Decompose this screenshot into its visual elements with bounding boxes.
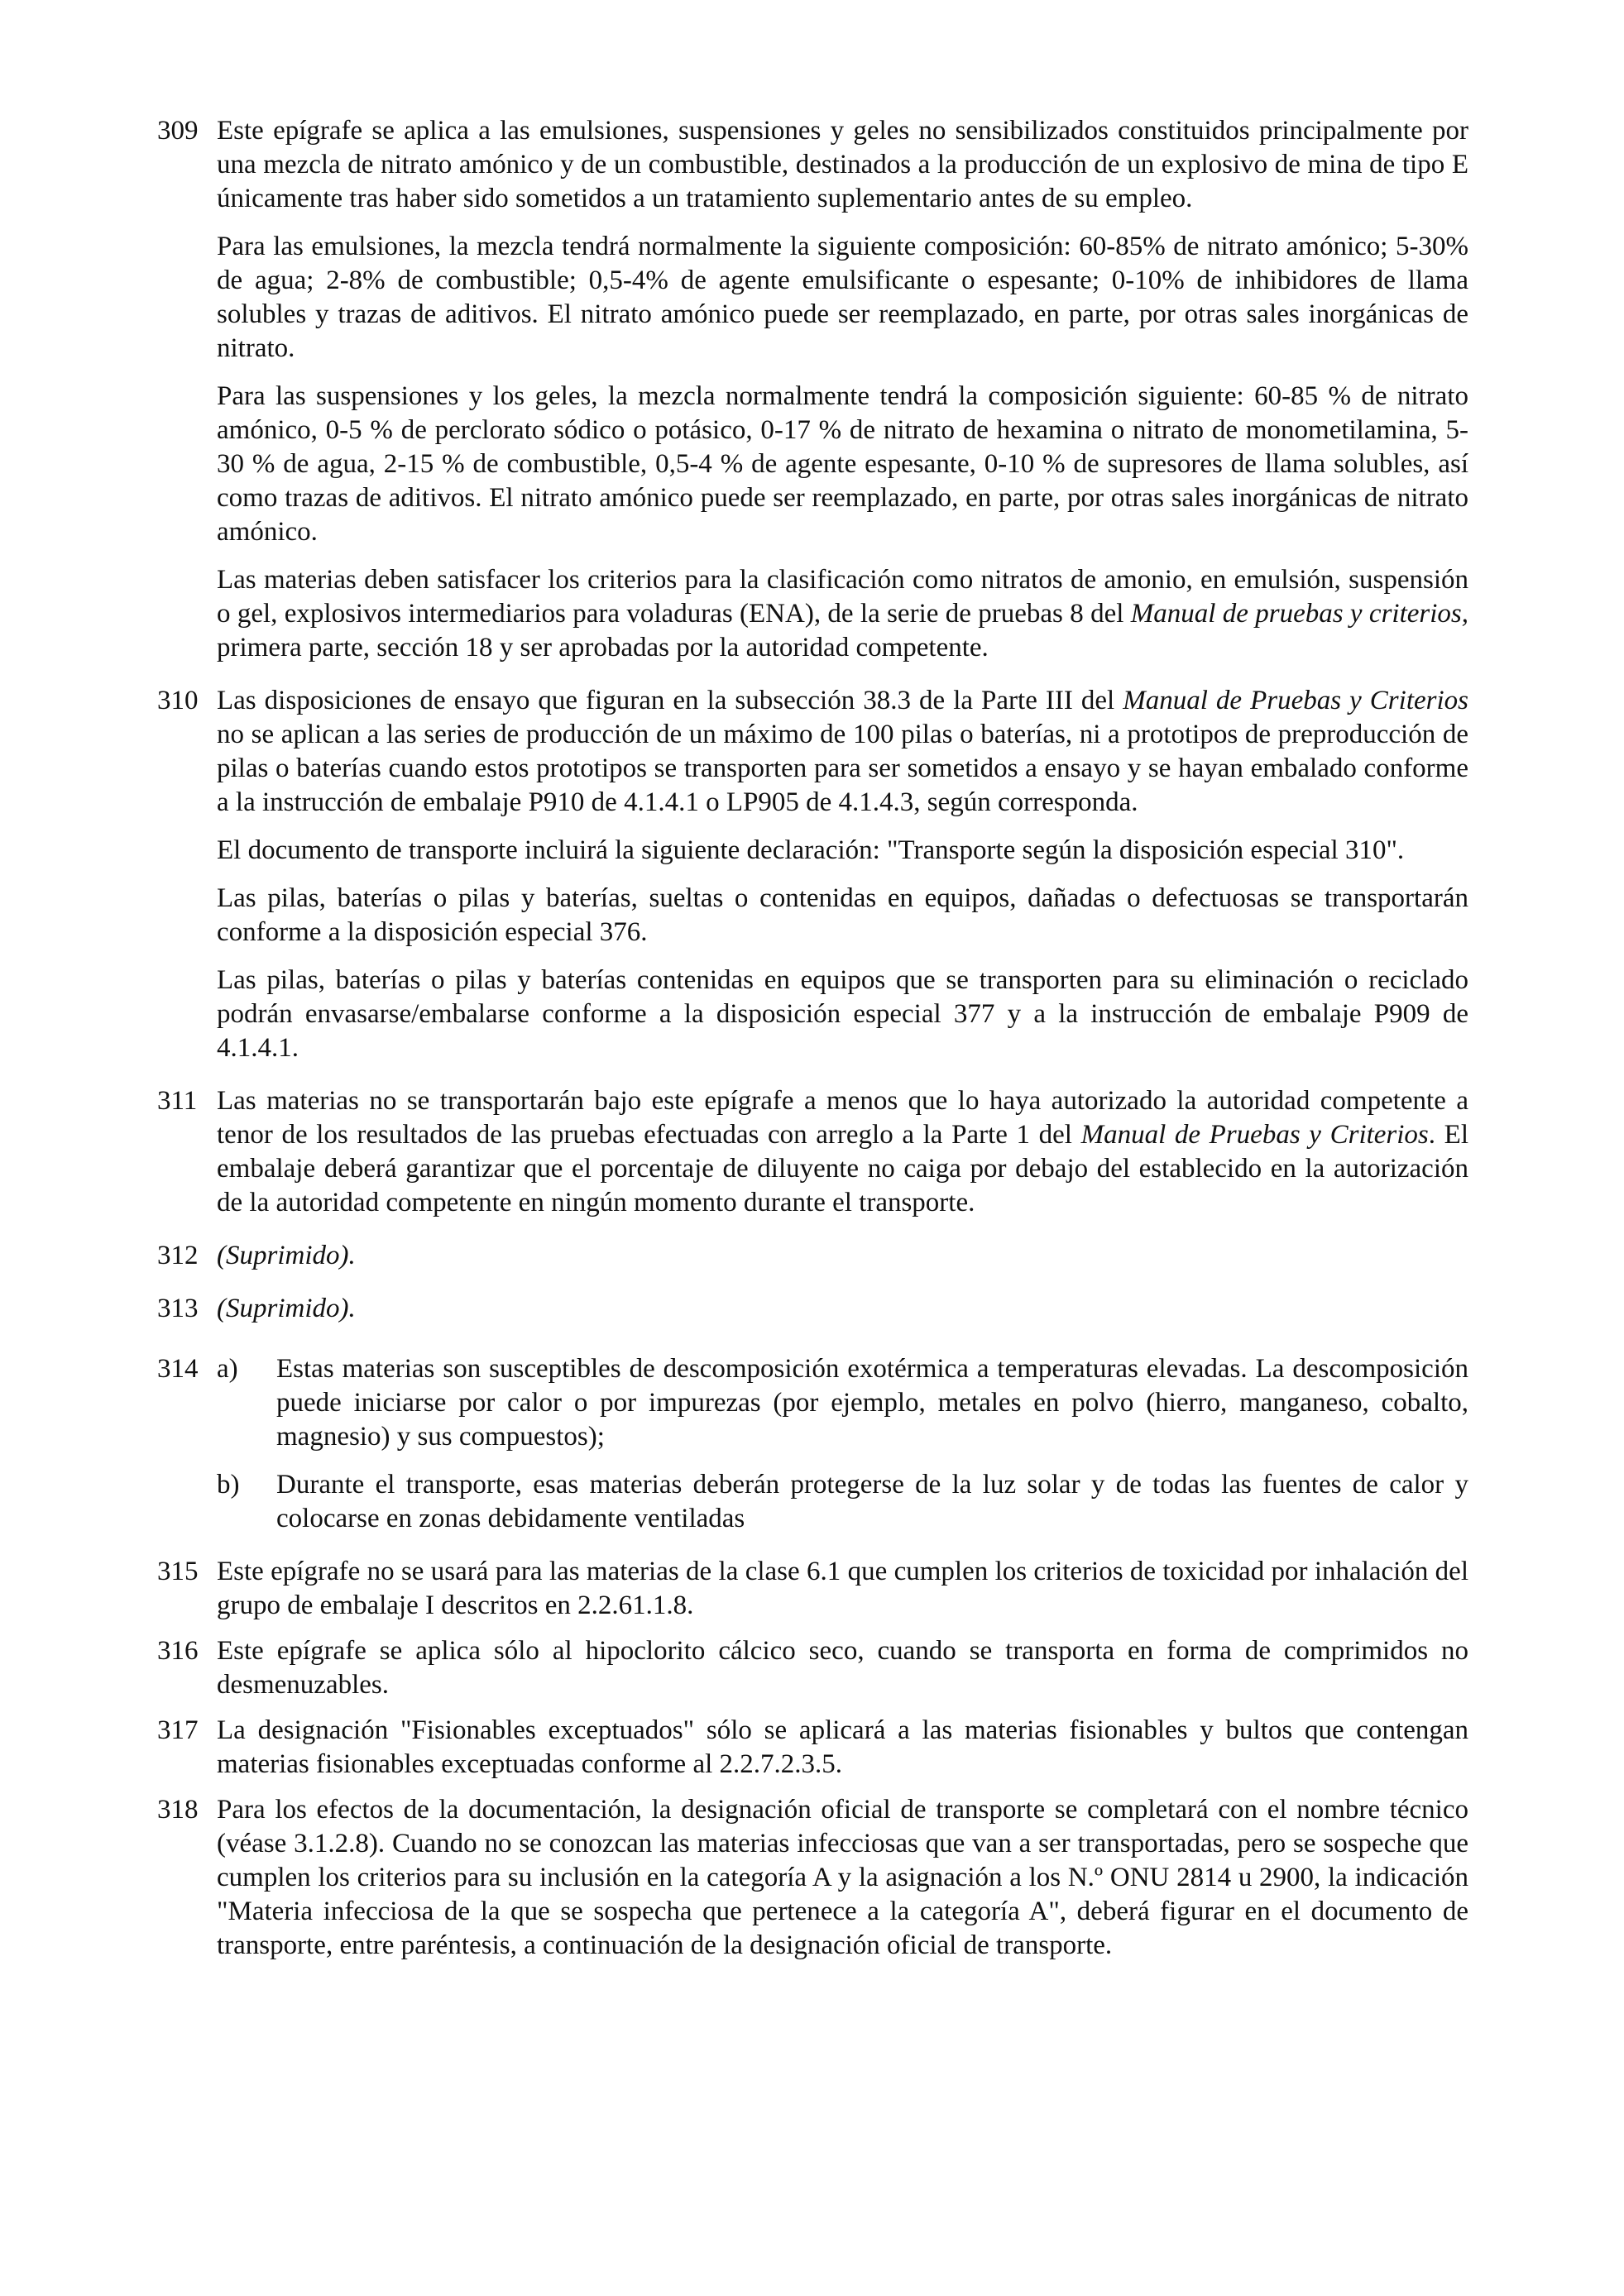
provision-309 <box>157 114 1468 665</box>
provision-number: 317 <box>157 1715 199 1745</box>
provision-number: 318 <box>157 1795 199 1825</box>
paragraph: Este epígrafe se aplica sólo al hipoclorito cálcico seco, cuando se transporta en forma de comprimidos no desmenuzables. <box>217 1636 1468 1700</box>
provision-317 <box>157 1714 1468 1782</box>
provision-body <box>217 1714 1468 1782</box>
provision-313 <box>157 1292 1468 1326</box>
provision-310 <box>157 684 1468 1065</box>
provision-312 <box>157 1239 1468 1273</box>
paragraph: Las pilas, baterías o pilas y baterías, sueltas o contenidas en equipos, dañadas o defectuosas se transportarán conforme a la disposición especial 376. <box>217 883 1468 947</box>
provision-body <box>217 1239 1468 1273</box>
paragraph-text: Las materias deben satisfacer los criterios para la clasificación como nitratos de amonio, en emulsión, suspensión o gel, explosivos intermediarios para voladuras (ENA), de la serie de pruebas 8 del <box>217 565 1468 629</box>
paragraph-text: . El embalaje deberá garantizar que el porcentaje de diluyente no caiga por debajo del establecido en la autorización de la autoridad competente en ningún momento durante el transporte. <box>217 1120 1468 1217</box>
provision-body <box>217 1292 1468 1326</box>
provision-number: 312 <box>157 1241 199 1270</box>
paragraph: Para las suspensiones y los geles, la mezcla normalmente tendrá la composición siguiente: 60-85 % de nitrato amónico, 0-5 % de perclorato sódico o potásico, 0-17 % de nitrato de hexamina o nitrato de monometilamina, 5-30 % de agua, 2-15 % de combustible, 0,5-4 % de agente espesante, 0-10 % de supresores de llama solubles, así como trazas de aditivos. El nitrato amónico puede ser reemplazado, en parte, por otras sales inorgánicas de nitrato amónico. <box>217 381 1468 547</box>
provision-314 <box>157 1352 1468 1536</box>
provision-number: 313 <box>157 1294 199 1323</box>
list-item <box>217 1352 1468 1454</box>
paragraph: Para los efectos de la documentación, la designación oficial de transporte se completará con el nombre técnico (véase 3.1.2.8). Cuando no se conozcan las materias infecciosas que van a ser transportadas, pero se sospeche que cumplen los criterios para su inclusión en la categoría A y la asignación a los N.º ONU 2814 u 2900, la indicación "Materia infecciosa de la que se sospecha que pertenece a la categoría A", deberá figurar en el documento de transporte, entre paréntesis, a continuación de la designación oficial de transporte. <box>217 1795 1468 1960</box>
paragraph: Para las emulsiones, la mezcla tendrá normalmente la siguiente composición: 60-85% de nitrato amónico; 5-30% de agua; 2-8% de combustible; 0,5-4% de agente emulsificante o espesante; 0-10% de inhibidores de llama solubles y trazas de aditivos. El nitrato amónico puede ser reemplazado, en parte, por otras sales inorgánicas de nitrato. <box>217 232 1468 363</box>
provision-body <box>217 114 1468 665</box>
list-item-text: Durante el transporte, esas materias deberán protegerse de la luz solar y de todas las fuentes de calor y colocarse en zonas debidamente ventiladas <box>276 1470 1468 1533</box>
paragraph <box>217 1084 1468 1220</box>
provision-315 <box>157 1555 1468 1623</box>
provision-number: 310 <box>157 686 199 715</box>
provision-311 <box>157 1084 1468 1220</box>
provision-316 <box>157 1634 1468 1702</box>
manual-reference: Manual de Pruebas y Criterios <box>1123 686 1468 715</box>
paragraph <box>217 563 1468 665</box>
provision-number: 309 <box>157 116 199 146</box>
list-item-text: Estas materias son susceptibles de descomposición exotérmica a temperaturas elevadas. La descomposición puede iniciarse por calor o por impurezas (por ejemplo, metales en polvo (hierro, manganeso, cobalto, magnesio) y sus compuestos); <box>276 1354 1468 1452</box>
provision-number: 316 <box>157 1636 199 1666</box>
paragraph <box>217 684 1468 820</box>
provision-number: 311 <box>157 1086 198 1116</box>
manual-reference: Manual de Pruebas y Criterios <box>1080 1120 1429 1150</box>
deleted-note: (Suprimido). <box>217 1294 356 1323</box>
paragraph-text: Las disposiciones de ensayo que figuran en la subsección 38.3 de la Parte III del <box>217 686 1123 715</box>
provision-number: 315 <box>157 1557 199 1586</box>
provision-body <box>217 1634 1468 1702</box>
deleted-note: (Suprimido). <box>217 1241 356 1270</box>
list-letter: a) <box>217 1354 238 1384</box>
provision-body <box>217 684 1468 1065</box>
manual-reference: Manual de pruebas y criterios, <box>1130 599 1468 629</box>
list-letter: b) <box>217 1470 240 1500</box>
paragraph-text: primera parte, sección 18 y ser aprobadas por la autoridad competente. <box>217 633 989 662</box>
provision-number: 314 <box>157 1354 199 1384</box>
provision-body <box>217 1352 1468 1536</box>
paragraph-text: no se aplican a las series de producción de un máximo de 100 pilas o baterías, ni a prototipos de preproducción de pilas o baterías cuando estos prototipos se transporten para ser sometidos a ensayo y se hayan embalado conforme a la instrucción de embalaje P910 de 4.1.4.1 o LP905 de 4.1.4.3, según corresponda. <box>217 720 1468 817</box>
paragraph: Este epígrafe se aplica a las emulsiones, suspensiones y geles no sensibilizados constituidos principalmente por una mezcla de nitrato amónico y de un combustible, destinados a la producción de un explosivo de mina de tipo E únicamente tras haber sido sometidos a un tratamiento suplementario antes de su empleo. <box>217 116 1468 213</box>
provision-body <box>217 1555 1468 1623</box>
paragraph: El documento de transporte incluirá la siguiente declaración: "Transporte según la disposición especial 310". <box>217 835 1405 865</box>
provision-body <box>217 1084 1468 1220</box>
paragraph: La designación "Fisionables exceptuados" sólo se aplicará a las materias fisionables y bultos que contengan materias fisionables exceptuadas conforme al 2.2.7.2.3.5. <box>217 1715 1468 1779</box>
paragraph: Este epígrafe no se usará para las materias de la clase 6.1 que cumplen los criterios de toxicidad por inhalación del grupo de embalaje I descritos en 2.2.61.1.8. <box>217 1557 1468 1620</box>
list-item <box>217 1468 1468 1536</box>
provision-body <box>217 1793 1468 1963</box>
provision-318 <box>157 1793 1468 1963</box>
paragraph-text: Las materias no se transportarán bajo este epígrafe a menos que lo haya autorizado la autoridad competente a tenor de los resultados de las pruebas efectuadas con arreglo a la Parte 1 del <box>217 1086 1468 1150</box>
paragraph: Las pilas, baterías o pilas y baterías contenidas en equipos que se transporten para su eliminación o reciclado podrán envasarse/embalarse conforme a la disposición especial 377 y a la instrucción de embalaje P909 de 4.1.4.1. <box>217 965 1468 1063</box>
